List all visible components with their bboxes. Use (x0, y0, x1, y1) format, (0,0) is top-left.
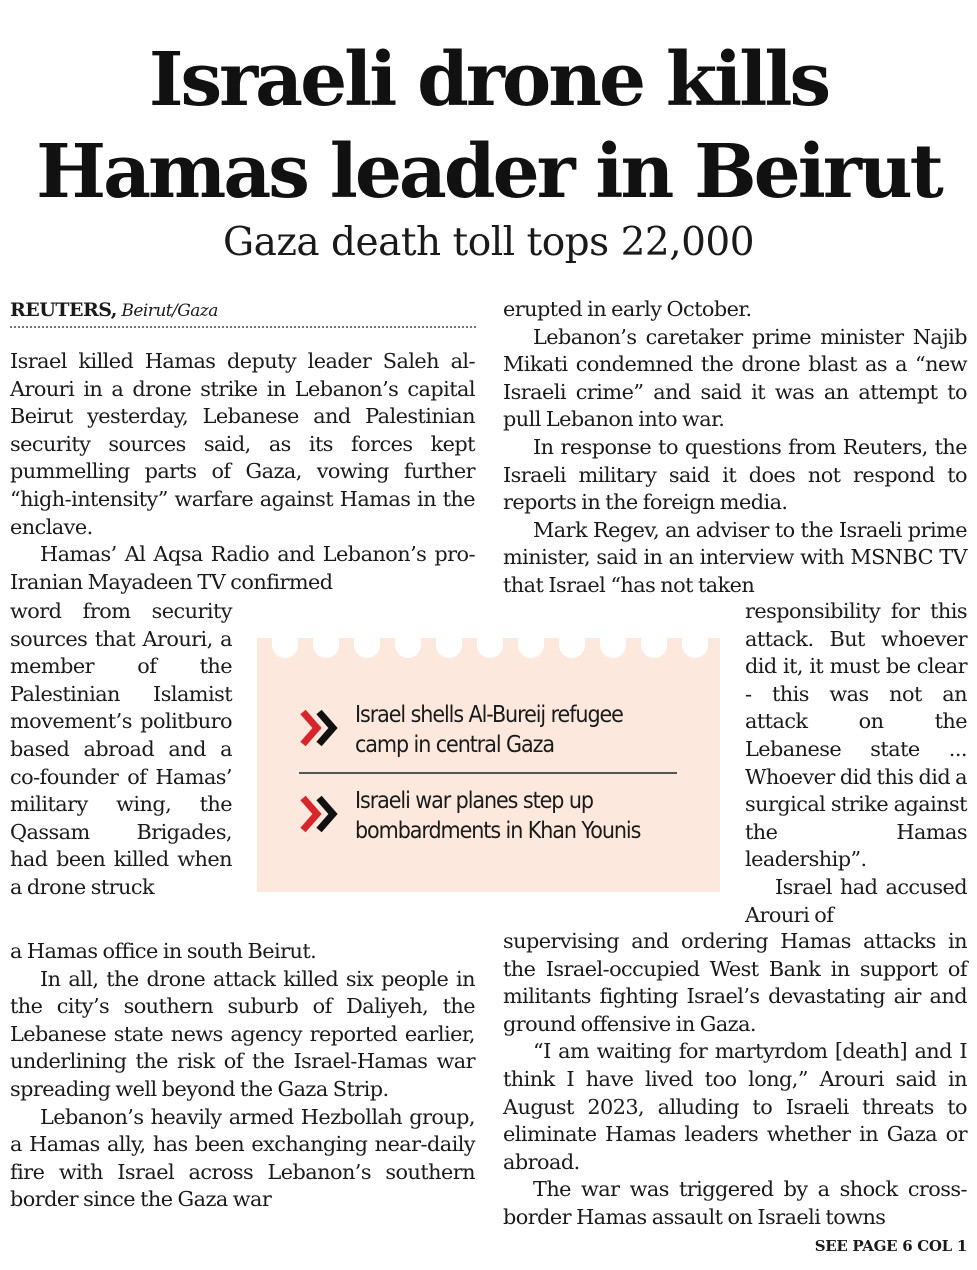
column-2-bottom (503, 928, 967, 1232)
notepad-hole (641, 628, 667, 658)
double-chevron-icon (299, 794, 355, 838)
column-1-bottom (10, 938, 475, 1214)
notepad-hole (518, 628, 544, 658)
notepad-hole (559, 628, 585, 658)
story-paragraph-8-end: supervising and ordering Hamas attacks in the Israel-occupied West Bank in support of militants fighting Israel’s devastating air and ground offensive in Gaza. (503, 929, 967, 1036)
double-chevron-icon (299, 708, 355, 752)
headline-line-1: Israeli drone kills (148, 37, 829, 123)
byline-location: Beirut/Gaza (121, 301, 218, 321)
brief-text (355, 700, 623, 760)
column-1-top (10, 348, 475, 596)
notepad-hole (272, 628, 298, 658)
story-paragraph-3: In all, the drone attack killed six people in the city’s southern suburb of Daliyeh, the Lebanese state news agency reported earlier, underlining the risk of the Israel-Hamas war spreading well beyond the Gaza Strip. (10, 966, 475, 1101)
story-paragraph-9: “I am waiting for martyrdom [death] and I think I have lived too long,” Arouri said in August 2023, alluding to Israeli threats to eliminate Hamas leaders whether in Gaza or abroad. (503, 1039, 967, 1174)
story-paragraph-5: Lebanon’s caretaker prime minister Najib Mikati condemned the drone blast as a “new Israeli crime” and said it was an attempt to pull Lebanon into war. (503, 324, 967, 432)
briefs-panel (257, 638, 720, 892)
column-2-top (503, 296, 967, 600)
notepad-hole (682, 628, 708, 658)
notepad-hole (354, 628, 380, 658)
byline (10, 296, 476, 328)
story-paragraph-8-start: Israel had accused Arouri of (745, 874, 967, 927)
continuation-note: SEE PAGE 6 COL 1 (814, 1237, 967, 1255)
story-paragraph-2-wrap: word from security sources that Arouri, a member of the Palestinian Islamist movement’s politburo based abroad and a co-founder of Hamas’ military wing, the Qassam Brigades, had been killed when a drone struck (10, 599, 232, 899)
story-paragraph-6: In response to questions from Reuters, the Israeli military said it does not respond to reports in the foreign media. (503, 434, 967, 515)
brief-item[interactable] (299, 700, 679, 760)
headline (0, 34, 977, 218)
story-paragraph-2-start: Hamas’ Al Aqsa Radio and Lebanon’s pro-Iranian Mayadeen TV confirmed (10, 542, 475, 594)
brief-text (355, 786, 640, 846)
subheadline: Gaza death toll tops 22,000 (222, 220, 755, 265)
brief-item[interactable] (299, 786, 679, 846)
story-paragraph-10: The war was triggered by a shock cross-border Hamas assault on Israeli towns (503, 1177, 967, 1229)
story-paragraph-4-cont: erupted in early October. (503, 297, 752, 321)
byline-agency: REUTERS, (10, 299, 117, 321)
story-paragraph-4: Lebanon’s heavily armed Hezbollah group, a Hamas ally, has been exchanging near-daily fire with Israel across Lebanon’s southern border since the Gaza war (10, 1104, 475, 1212)
notepad-hole (313, 628, 339, 658)
headline-line-2: Hamas leader in Beirut (36, 129, 941, 215)
brief-line-1: Israel shells Al-Bureij refugee (355, 702, 623, 728)
story-paragraph-7-wrap: responsibility for this attack. But whoever did it, it must be clear - this was not an attack on the Lebanese state ... Whoever did this did a surgical strike against the Hamas leadership”. (745, 599, 967, 872)
notepad-hole (600, 628, 626, 658)
column-2-wrap (745, 598, 967, 929)
brief-line-2: camp in central Gaza (355, 732, 554, 758)
notepad-hole (477, 628, 503, 658)
story-paragraph-2-end: a Hamas office in south Beirut. (10, 939, 317, 963)
brief-divider (299, 772, 677, 774)
notepad-hole (436, 628, 462, 658)
brief-line-1: Israeli war planes step up (355, 788, 593, 814)
story-paragraph-7-start: Mark Regev, an adviser to the Israeli prime minister, said in an interview with MSNBC TV that Israel “has not taken (503, 517, 967, 597)
notepad-hole (395, 628, 421, 658)
brief-line-2: bombardments in Khan Younis (355, 818, 641, 844)
story-paragraph-1: Israel killed Hamas deputy leader Saleh al-Arouri in a drone strike in Lebanon’s capital Beirut yesterday, Lebanese and Palestinian security sources said, as its forces kept pummelling parts of Gaza, vowing further “high-intensity” warfare against Hamas in the enclave. (10, 349, 475, 539)
column-1-wrap (10, 598, 232, 902)
